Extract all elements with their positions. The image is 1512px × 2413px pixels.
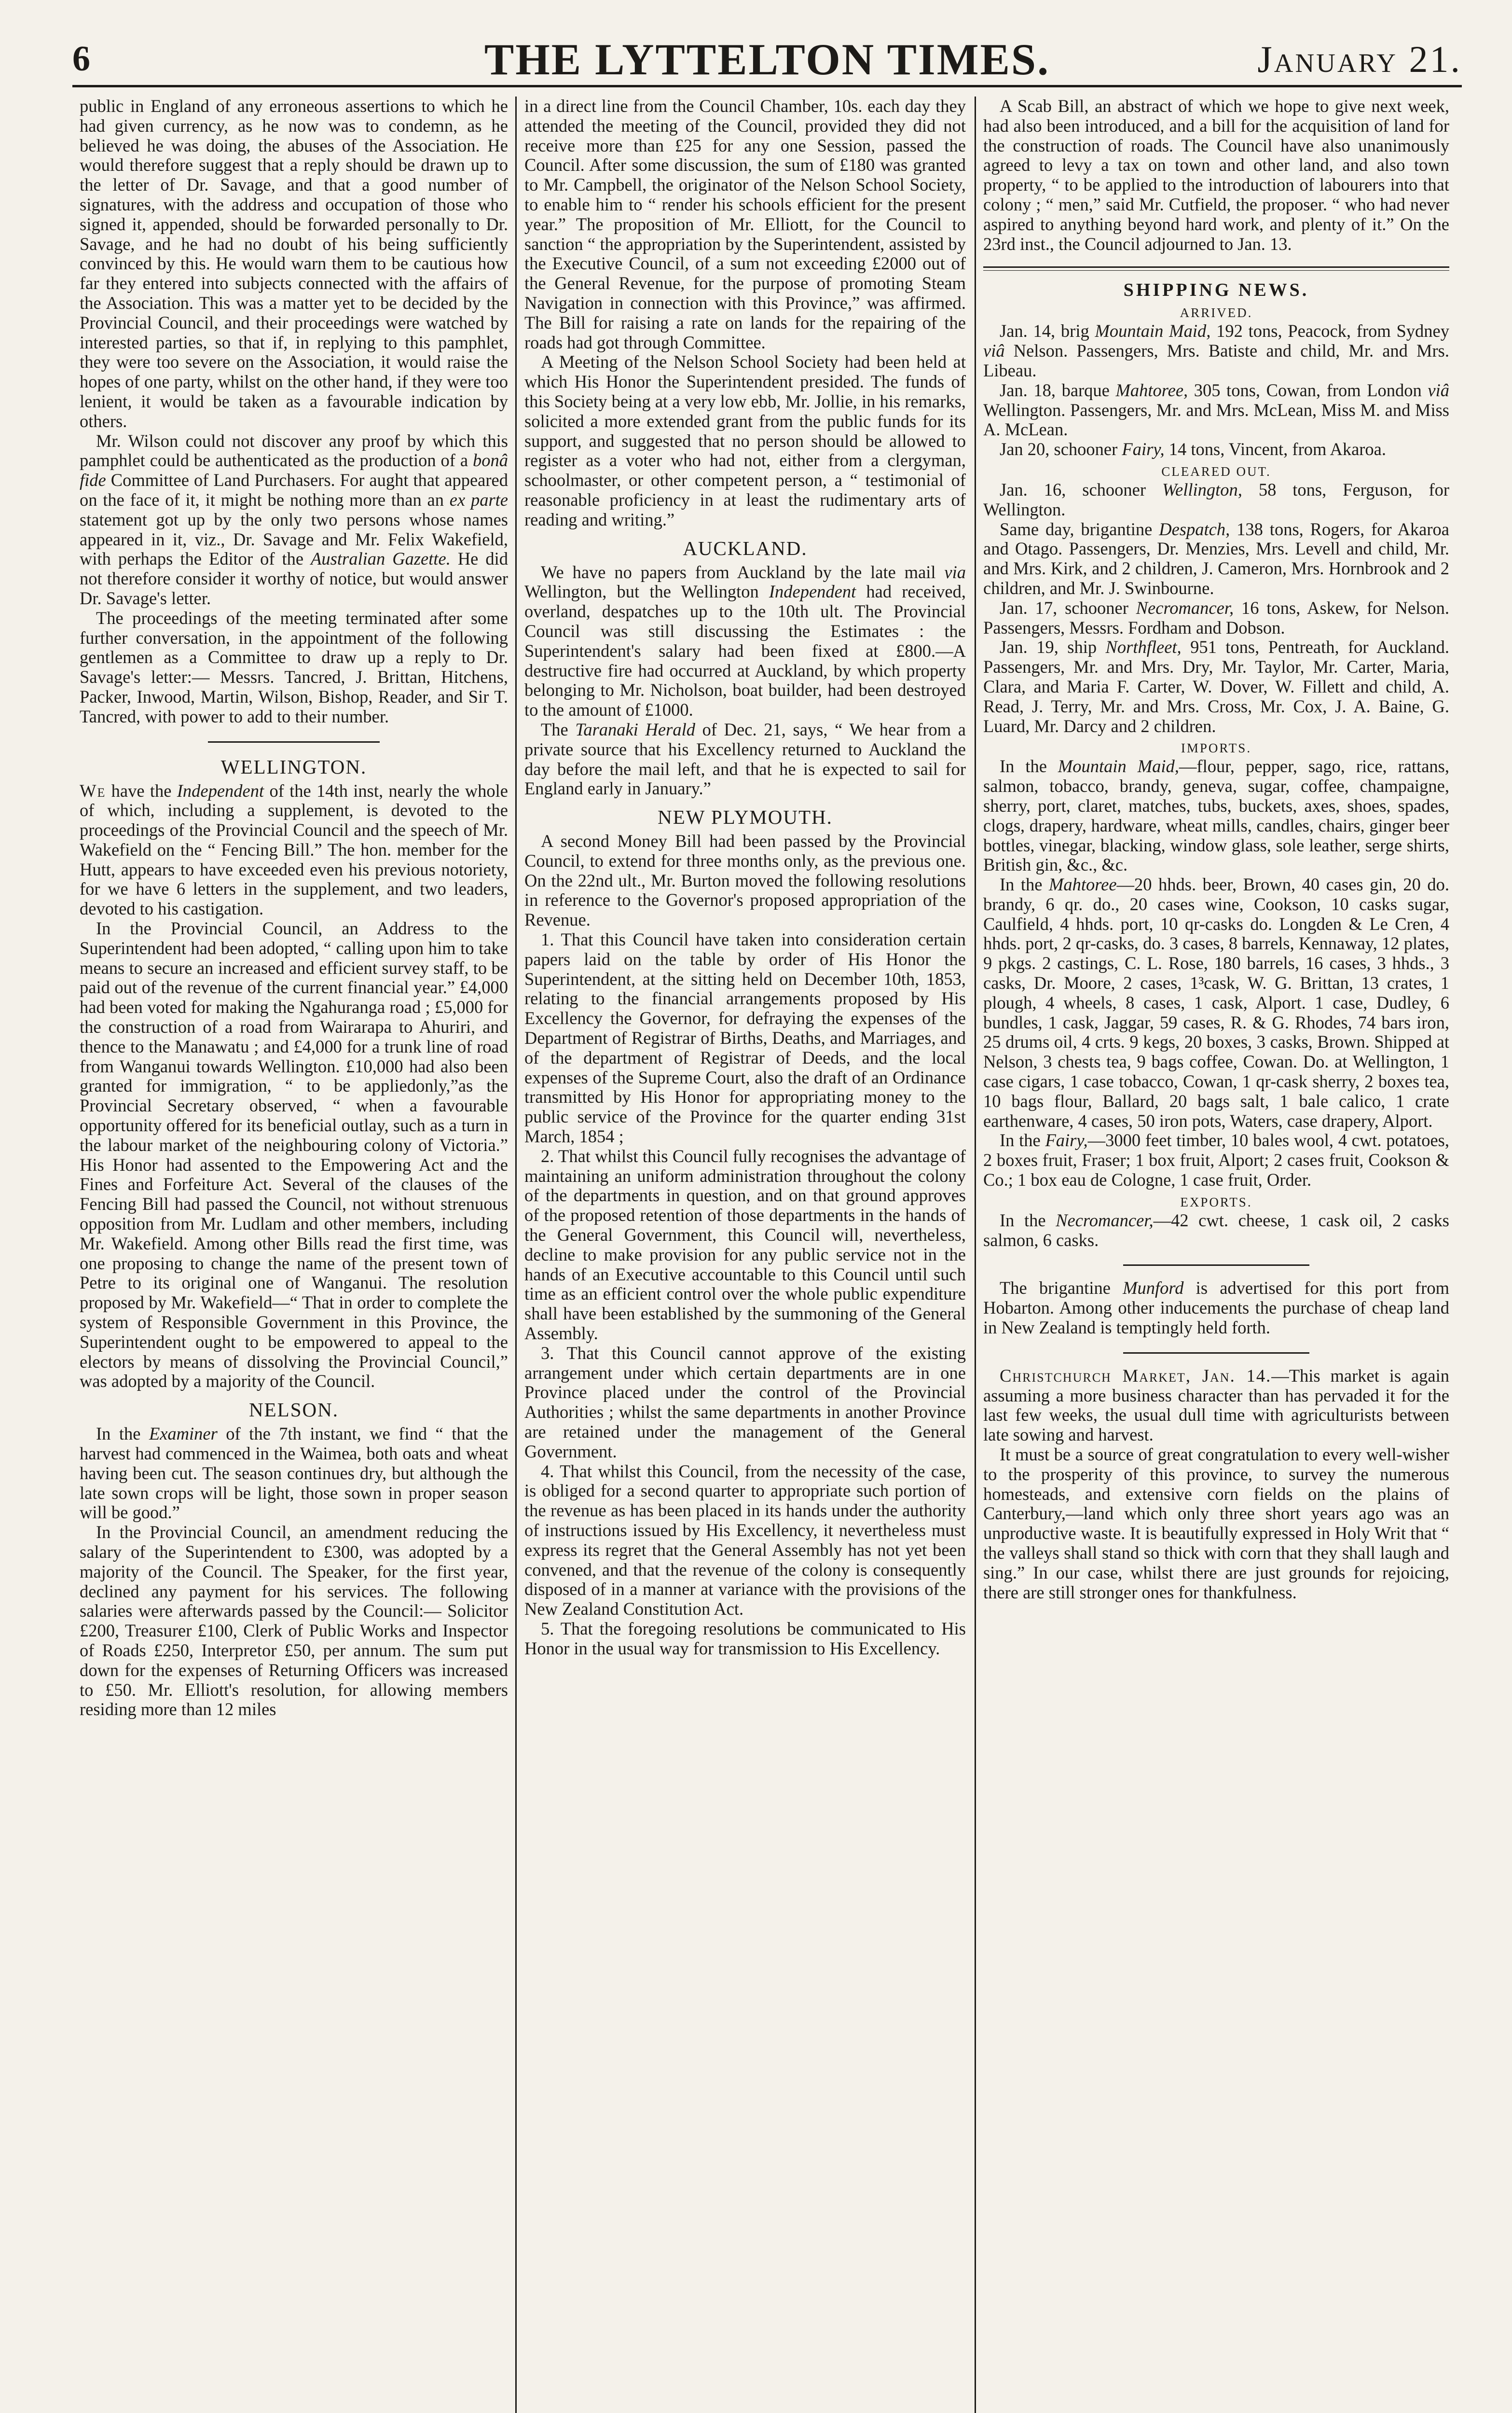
paragraph: A second Money Bill had been passed by the Provincial Council, to extend for three months only, as the previous one. On the 22nd ult., Mr. Burton moved the following resolutions in reference to the Governor's proposed appropriation of the Revenue. <box>524 831 966 930</box>
masthead-rule <box>72 85 1462 87</box>
section-divider <box>1123 1264 1309 1266</box>
section-divider <box>983 266 1449 271</box>
page-number: 6 <box>72 39 90 79</box>
shipping-entry: Jan. 19, ship Northfleet, 951 tons, Pentreath, for Auckland. Passengers, Mr. and Mrs. Dry, Mr. Taylor, Mr. Carter, Maria, Clara, and Maria F. Carter, W. Dover, W. Fillett and child, A. Read, J. Terry, Mr. and Mrs. Cross, Mr. Cox, J. A. Baine, G. Luard, Mr. Darcy and 2 children. <box>983 637 1449 736</box>
paragraph: The proceedings of the meeting terminated after some further conversation, in the appointment of the following gentlemen as a Committee to draw up a reply to Dr. Savage's letter:— Messrs. Tancred, J. Brittan, Hitchens, Packer, Inwood, Martin, Wilson, Bishop, Reader, and Sir T. Tancred, with power to add to their number. <box>80 608 508 726</box>
column-2 <box>524 97 966 2413</box>
section-heading-shipping: SHIPPING NEWS. <box>1123 280 1309 301</box>
section-heading-wellington: WELLINGTON. <box>220 755 367 778</box>
paragraph: In the Provincial Council, an Address to the Superintendent had been adopted, “ calling upon him to take means to secure an increased and efficient survey staff, to be paid out of the revenue of the current financial year.” £4,000 had been voted for making the Ngahuranga road ; £5,000 for the construction of a road from Wairarapa to Ahuriri, and thence to the Manawatu ; and £4,000 for a trunk line of road from Wanganui towards Wellington. £10,000 had also been granted for immigration, “ to be appliedonly,”as the Provincial Secretary observed, “ when a favourable opportunity offered for its beneficial outlay, such as a turn in the labour market of the neighbouring colony of Victoria.” His Honor had assented to the Empowering Act and the Fines and Forfeiture Act. Several of the clauses of the Fencing Bill had passed the Council, not without strenuous opposition from Mr. Ludlam and other members, including Mr. Wakefield. Among other Bills read the first time, was one proposing to change the name of the present town of Petre to its original one of Wanganui. The resolution proposed by Mr. Wakefield—“ That in order to complete the system of Responsible Government in this Province, the Superintendent ought to be empowered to appeal to the electors by means of dissolving the Provincial Council,” was adopted by a majority of the Council. <box>80 918 508 1391</box>
column-3 <box>983 97 1449 2413</box>
paragraph: The Taranaki Herald of Dec. 21, says, “ We hear from a private source that his Excellency returned to Auckland the day before the mail left, and that he is expected to sail for England early in January.” <box>524 719 966 799</box>
section-heading-auckland: AUCKLAND. <box>683 537 808 559</box>
subheading-cleared-out: CLEARED OUT. <box>1161 464 1271 479</box>
resolution: 5. That the foregoing resolutions be communicated to His Honor in the usual way for transmission to His Excellency. <box>524 1618 966 1658</box>
paragraph: A Meeting of the Nelson School Society had been held at which His Honor the Superintendent presided. The funds of this Society being at a very low ebb, Mr. Jollie, in his remarks, solicited a more extended grant from the public funds for its support, and suggested that no person should be allowed to register as a voter who had not, either from a clergyman, schoolmaster, or other competent person, a “ testimonial of reasonable proficiency in at least the rudimentary arts of reading and writing.” <box>524 352 966 529</box>
shipping-entry: In the Necromancer,—42 cwt. cheese, 1 cask oil, 2 casks salmon, 6 casks. <box>983 1210 1449 1250</box>
paragraph: public in England of any erroneous assertions to which he had given currency, as he now was to condemn, as he believed he was doing, the abuses of the Association. He would therefore suggest that a reply should be drawn up to the letter of Dr. Savage, and that a good number of signatures, with the address and occupation of those who signed it, appended, should be forwarded personally to Dr. Savage, and he had no doubt of his being sufficiently convinced by this. He would warn them to be cautious how far they entered into subjects connected with the affairs of the Association. This was a matter yet to be decided by the Provincial Council, and their proceedings were watched by interested parties, so that if, in replying to this pamphlet, they were too severe on the Association, it would raise the hopes of one party, whilst on the other hand, if they were too lenient, it would be taken as a favourable indication by others. <box>80 97 508 431</box>
shipping-entry: In the Mountain Maid,—flour, pepper, sago, rice, rattans, salmon, tobacco, brandy, geneva, sugar, coffee, champaigne, sherry, port, claret, matches, tubs, buckets, axes, shoes, spades, clogs, drapery, hardware, wheat mills, candles, chairs, ginger beer bottles, vinegar, blacking, window glass, sole leather, serge shirts, British gin, &c., &c. <box>983 756 1449 875</box>
paragraph: It must be a source of great congratulation to every well-wisher to the prosperity of this province, to survey the numerous homesteads, and extensive corn fields on the plains of Canterbury,—land which only three short years ago was an unproductive waste. It is beautifully expressed in Holy Writ that “ the valleys shall stand so thick with corn that they shall laugh and sing.” In our case, whilst there are just grounds for rejoicing, there are still stronger ones for thankfulness. <box>983 1444 1449 1602</box>
paragraph: We have no papers from Auckland by the late mail via Wellington, but the Wellington Independent had received, overland, despatches up to the 10th ult. The Provincial Council was still discussing the Estimates : the Superintendent's salary had been fixed at £800.—A destructive fire had occurred at Auckland, by which property belonging to Mr. Nicholson, boat builder, had been destroyed to the amount of £1000. <box>524 562 966 720</box>
section-heading-nelson: NELSON. <box>249 1399 339 1421</box>
paragraph: in a direct line from the Council Chamber, 10s. each day they attended the meeting of the Council, provided they did not receive more than £25 for any one Session, passed the Council. After some discussion, the sum of £180 was granted to Mr. Campbell, the originator of the Nelson School Society, to enable him to “ render his schools efficient for the present year.” The proposition of Mr. Elliott, for the Council to sanction “ the appropriation by the Superintendent, assisted by the Executive Council, of a sum not exceeding £2000 out of the General Revenue, for the purpose of promoting Steam Navigation in connection with this Province,” was affirmed. The Bill for raising a rate on lands for the repairing of the roads had got through Committee. <box>524 97 966 352</box>
subheading-imports: IMPORTS. <box>1181 741 1252 756</box>
section-divider <box>1123 1352 1309 1354</box>
newspaper-title: THE LYTTELTON TIMES. <box>484 35 1050 84</box>
masthead <box>72 19 1462 82</box>
shipping-entry: Jan. 17, schooner Necromancer, 16 tons, Askew, for Nelson. Passengers, Messrs. Fordham and Dobson. <box>983 597 1449 638</box>
paragraph: A Scab Bill, an abstract of which we hope to give next week, had also been introduced, and a bill for the acquisition of land for the construction of roads. The Council have also unanimously agreed to levy a tax on town and other land, and also town property, “ to be applied to the introduction of labourers into that colony ; “ men,” said Mr. Cutfield, the proposer. “ who had never aspired to anything beyond hard work, and plenty of it.” On the 23rd inst., the Council adjourned to Jan. 13. <box>983 97 1449 254</box>
column-divider <box>515 97 517 2413</box>
resolution: 3. That this Council cannot approve of the existing arrangement under which certain departments are in one Province placed under the control of the Provincial Authorities ; whilst the same departments in another Province are retained under the management of the General Government. <box>524 1343 966 1461</box>
shipping-entry: Same day, brigantine Despatch, 138 tons, Rogers, for Akaroa and Otago. Passengers, Dr. Menzies, Mrs. Levell and child, Mr. and Mrs. Kirk, and 2 children, J. Cameron, Mrs. Hornbrook and 2 children, and Mr. J. Swinbourne. <box>983 519 1449 598</box>
paragraph: We have the Independent of the 14th inst, nearly the whole of which, including a supplement, is devoted to the proceedings of the Provincial Council and the speech of Mr. Wakefield on the “ Fencing Bill.” The hon. member for the Hutt, appears to have exceeded even his previous notoriety, for we have 6 letters in the supplement, and two leaders, devoted to his castigation. <box>80 780 508 919</box>
shipping-entry: Jan. 18, barque Mahtoree, 305 tons, Cowan, from London viâ Wellington. Passengers, Mr. and Mrs. McLean, Miss M. and Miss A. McLean. <box>983 380 1449 440</box>
issue-date: January 21. <box>1257 38 1462 80</box>
paragraph: In the Provincial Council, an amendment reducing the salary of the Superintendent to £300, was adopted by a majority of the Council. The Speaker, for the first year, declined any payment for his services. The following salaries were afterwards passed by the Council:— Solicitor £200, Treasurer £100, Clerk of Public Works and Inspector of Roads £250, Interpretor £50, per annum. The sum put down for the expenses of Returning Officers was increased to £50. Mr. Elliott's resolution, for allowing members residing more than 12 miles <box>80 1522 508 1720</box>
column-1 <box>80 97 508 2413</box>
section-heading-new-plymouth: NEW PLYMOUTH. <box>658 806 833 829</box>
shipping-entry: In the Mahtoree—20 hhds. beer, Brown, 40 cases gin, 20 do. brandy, 6 qr. do., 20 cases wine, Cookson, 10 casks sugar, Caulfield, 4 hhds. port, 10 qr-casks do. Longden & Le Cren, 4 hhds. port, 2 qr-casks, do. 3 cases, 8 barrels, Kennaway, 12 plates, 9 pkgs. 2 castings, C. L. Rose, 180 barrels, 16 cases, 3 hhds., 3 casks, Dr. Moore, 2 cases, 1³cask, W. G. Brittan, 13 crates, 1 plough, 4 wheels, 8 cases, 1 cask, Alport. 1 case, Dudley, 6 bundles, 1 cask, Jaggar, 59 cases, R. & G. Rhodes, 74 bars iron, 25 drums oil, 4 crts. 9 kegs, 20 boxes, 3 casks, Brown. Shipped at Nelson, 3 chests tea, 9 bags coffee, Cowan. Do. at Wellington, 1 case cigars, 1 case tobacco, Cowan, 1 qr-cask sherry, 2 boxes tea, 10 bags flour, Ballard, 20 bags salt, 1 bale calico, 1 crate earthenware, 4 cases, 50 iron pots, Waters, case drapery, Alport. <box>983 874 1449 1131</box>
section-divider <box>208 741 379 743</box>
resolution: 2. That whilst this Council fully recognises the advantage of maintaining an uniform administration throughout the colony of the departments in question, and on that ground approves of the proposed retention of those departments in the hands of the General Government, this Council will, nevertheless, decline to make provision for any public service not in the hands of an Executive accountable to this Council until such time as an efficient control over the whole public expenditure shall have been established by the summoning of the General Assembly. <box>524 1146 966 1344</box>
column-divider <box>975 97 976 2413</box>
subheading-arrived: ARRIVED. <box>1180 305 1253 320</box>
shipping-entry: Jan. 16, schooner Wellington, 58 tons, Ferguson, for Wellington. <box>983 479 1449 519</box>
paragraph: Christchurch Market, Jan. 14.—This market is again assuming a more business character than has pervaded it for the last few weeks, the usual dull time with agriculturists between late sowing and harvest. <box>983 1365 1449 1445</box>
subheading-exports: EXPORTS. <box>1180 1194 1252 1209</box>
paragraph: Mr. Wilson could not discover any proof by which this pamphlet could be authenticated as the production of a bonâ fide Committee of Land Purchasers. For aught that appeared on the face of it, it might be nothing more than an ex parte statement got up by the only two persons whose names appeared in it, viz., Dr. Savage and Mr. Felix Wakefield, with perhaps the Editor of the Australian Gazette. He did not therefore consider it worthy of notice, but would answer Dr. Savage's letter. <box>80 430 508 608</box>
shipping-entry: In the Fairy,—3000 feet timber, 10 bales wool, 4 cwt. potatoes, 2 boxes fruit, Fraser; 1 box fruit, Alport; 2 cases fruit, Cookson & Co.; 1 box eau de Cologne, 1 case fruit, Order. <box>983 1130 1449 1190</box>
paragraph: In the Examiner of the 7th instant, we find “ that the harvest had commenced in the Waimea, both oats and wheat having been cut. The season continues dry, but although the late sown crops will be light, those sown in proper season will be good.” <box>80 1424 508 1523</box>
paragraph: The brigantine Munford is advertised for this port from Hobarton. Among other inducements the purchase of cheap land in New Zealand is temptingly held forth. <box>983 1278 1449 1338</box>
resolution: 4. That whilst this Council, from the necessity of the case, is obliged for a second quarter to appropriate such portion of the revenue as has been placed in its hands under the authority of instructions issued by His Excellency, it nevertheless must express its regret that the General Assembly has not yet been convened, and that the revenue of the colony is consequently disposed of in a manner at variance with the provisions of the New Zealand Constitution Act. <box>524 1461 966 1619</box>
shipping-entry: Jan. 14, brig Mountain Maid, 192 tons, Peacock, from Sydney viâ Nelson. Passengers, Mrs. Batiste and child, Mr. and Mrs. Libeau. <box>983 321 1449 380</box>
shipping-entry: Jan 20, schooner Fairy, 14 tons, Vincent, from Akaroa. <box>1000 439 1387 459</box>
resolution: 1. That this Council have taken into consideration certain papers laid on the table by order of His Honor the Superintendent, at the sitting held on December 10th, 1853, relating to the financial arrangements proposed by His Excellency the Governor, for defraying the expenses of the Department of Registrar of Births, Deaths, and Marriages, and of the department of Registrar of Deeds, and the local expenses of the Supreme Court, also the draft of an Ordinance transmitted by His Honor for appropriating money to the public service of the Province for the quarter ending 31st March, 1854 ; <box>524 929 966 1147</box>
